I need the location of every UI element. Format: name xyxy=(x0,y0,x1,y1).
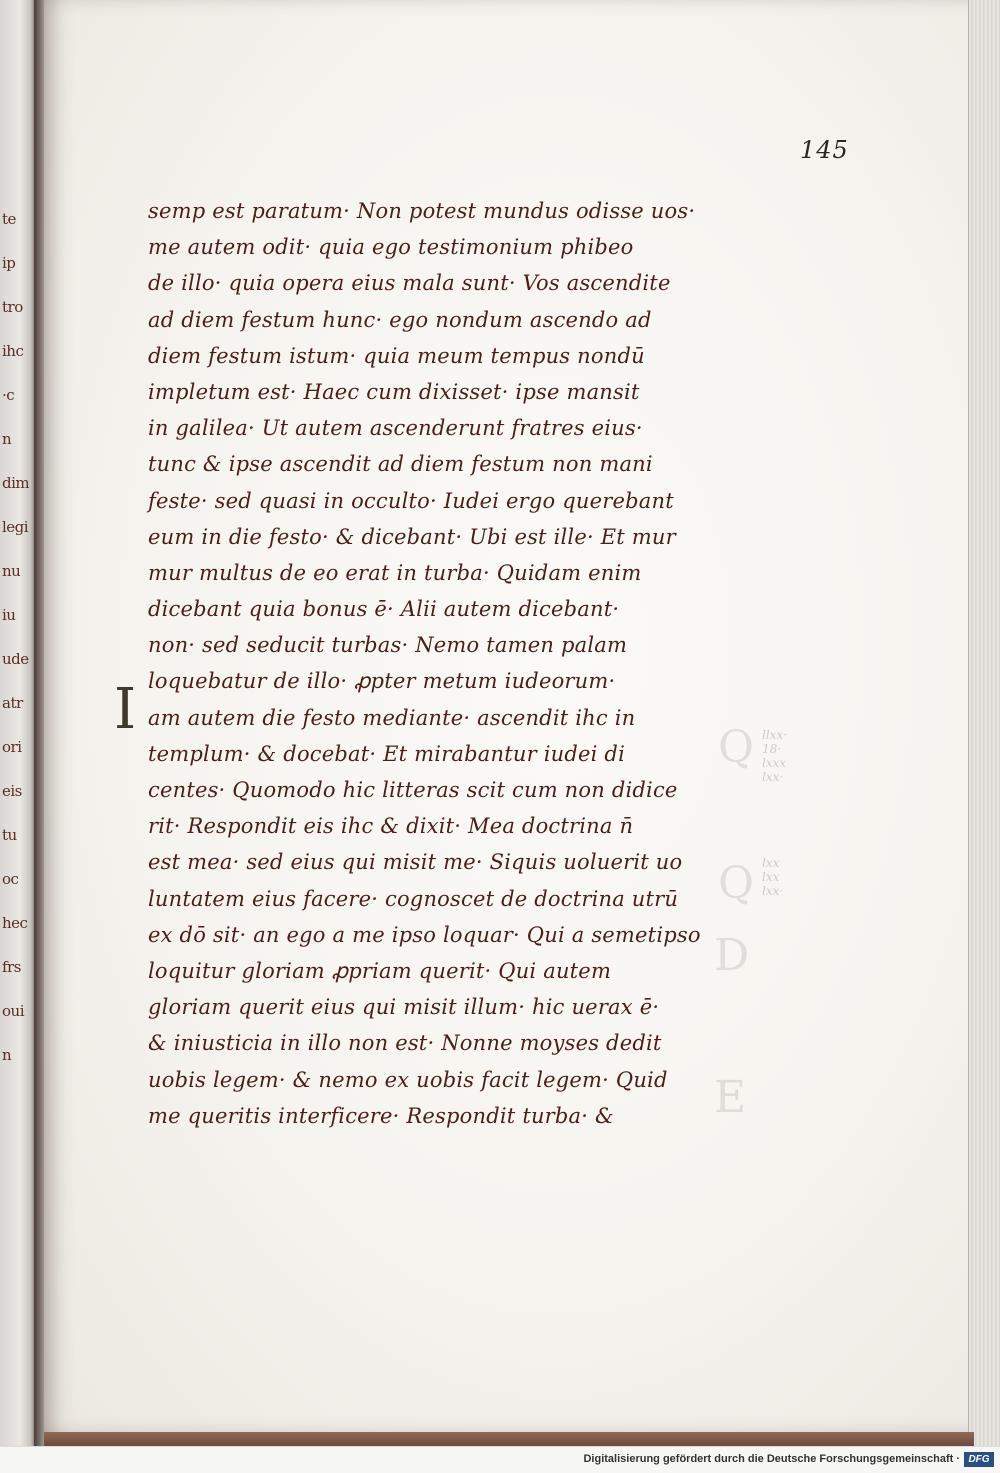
previous-page-text-fragment: ude xyxy=(2,650,29,668)
text-line: feste· sed quasi in occulto· Iudei ergo querebant xyxy=(148,488,674,513)
previous-page-text-fragment: iu xyxy=(2,606,16,624)
previous-page-text-fragment: tro xyxy=(2,298,23,316)
text-line: eum in die festo· & dicebant· Ubi est ille· Et mur xyxy=(148,524,676,549)
text-line: ex dō sit· an ego a me ipso loquar· Qui a semetipso xyxy=(148,922,701,947)
text-line: in galilea· Ut autem ascenderunt fratres eius· xyxy=(148,416,643,441)
text-line: de illo· quia opera eius mala sunt· Vos ascendite xyxy=(148,271,671,296)
text-line: me queritis interficere· Respondit turba· & xyxy=(148,1103,614,1128)
show-through-letter: E xyxy=(714,1072,747,1123)
previous-page-text-fragment: ip xyxy=(2,254,16,272)
previous-page-text-fragment: ·c xyxy=(2,386,15,404)
binding-bottom-edge xyxy=(44,1432,974,1446)
text-line: impletum est· Haec cum dixisset· ipse mansit xyxy=(148,379,640,404)
previous-page-text-fragment: te xyxy=(2,210,16,228)
previous-page-text-fragment: atr xyxy=(2,694,23,712)
text-line: diem festum istum· quia meum tempus nondū xyxy=(148,343,645,368)
previous-page-text-fragment: frs xyxy=(2,958,21,976)
text-line: am autem die festo mediante· ascendit ihc in xyxy=(148,705,636,730)
previous-page-text-fragment: n xyxy=(2,1046,12,1064)
show-through-letter: Q xyxy=(718,722,755,773)
decorated-initial: I xyxy=(114,677,137,742)
show-through-marginal-note: lxx lxx lxx· xyxy=(762,856,784,898)
previous-page-text-fragment: eis xyxy=(2,782,22,800)
text-line: tunc & ipse ascendit ad diem festum non mani xyxy=(148,452,653,477)
previous-page-text-fragment: n xyxy=(2,430,12,448)
previous-page-text-fragment: tu xyxy=(2,826,17,844)
text-line: centes· Quomodo hic litteras scit cum non didice xyxy=(148,778,678,802)
show-through-letter: Q xyxy=(718,858,755,909)
previous-page-text-fragment: legi xyxy=(2,518,29,536)
previous-page-text-fragment: ihc xyxy=(2,342,24,360)
text-line: mur multus de eo erat in turba· Quidam enim xyxy=(148,560,642,585)
text-line: loquebatur de illo· ꝓpter metum iudeorum· xyxy=(148,669,616,694)
folio-number: 145 xyxy=(800,136,849,164)
text-line: dicebant quia bonus ē· Alii autem dicebant· xyxy=(148,597,620,622)
funding-credit: Digitalisierung gefördert durch die Deutsche Forschungsgemeinschaft · xyxy=(583,1453,960,1465)
text-line: me autem odit· quia ego testimonium phibeo xyxy=(148,235,634,260)
text-line: rit· Respondit eis ihc & dixit· Mea doctrina n̄ xyxy=(148,814,634,839)
previous-page-text-fragment: hec xyxy=(2,914,28,932)
show-through-letter: D xyxy=(714,930,750,981)
text-line: templum· & docebat· Et mirabantur iudei di xyxy=(148,741,625,766)
previous-page-text-fragment: oui xyxy=(2,1002,24,1020)
text-line: loquitur gloriam ꝓpriam querit· Qui autem xyxy=(148,958,612,983)
previous-page-text-fragment: oc xyxy=(2,870,19,888)
previous-page-edge xyxy=(0,0,36,1446)
text-line: uobis legem· & nemo ex uobis facit legem· Quid xyxy=(148,1067,668,1092)
text-line: ad diem festum hunc· ego nondum ascendo ad xyxy=(148,307,652,332)
text-line: non· sed seducit turbas· Nemo tamen palam xyxy=(148,633,628,658)
text-line: semp est paratum· Non potest mundus odisse uos· xyxy=(148,199,696,223)
page-stack-edge xyxy=(968,0,1000,1446)
text-line: gloriam querit eius qui misit illum· hic uerax ē· xyxy=(148,995,660,1020)
text-line: luntatem eius facere· cognoscet de doctrina utrū xyxy=(148,886,679,911)
footer-bar xyxy=(0,1446,1000,1473)
show-through-marginal-note: llxx· 18· lxxx lxx· xyxy=(762,728,788,784)
main-text-block xyxy=(148,193,708,1134)
previous-page-text-fragment: ori xyxy=(2,738,22,756)
dfg-logo-icon: DFG xyxy=(964,1452,994,1467)
previous-page-text-fragment: dim xyxy=(2,474,30,492)
previous-page-text-fragment: nu xyxy=(2,562,21,580)
text-line: & iniusticia in illo non est· Nonne moyses dedit xyxy=(148,1031,662,1056)
text-line: est mea· sed eius qui misit me· Siquis uoluerit uo xyxy=(148,850,683,875)
